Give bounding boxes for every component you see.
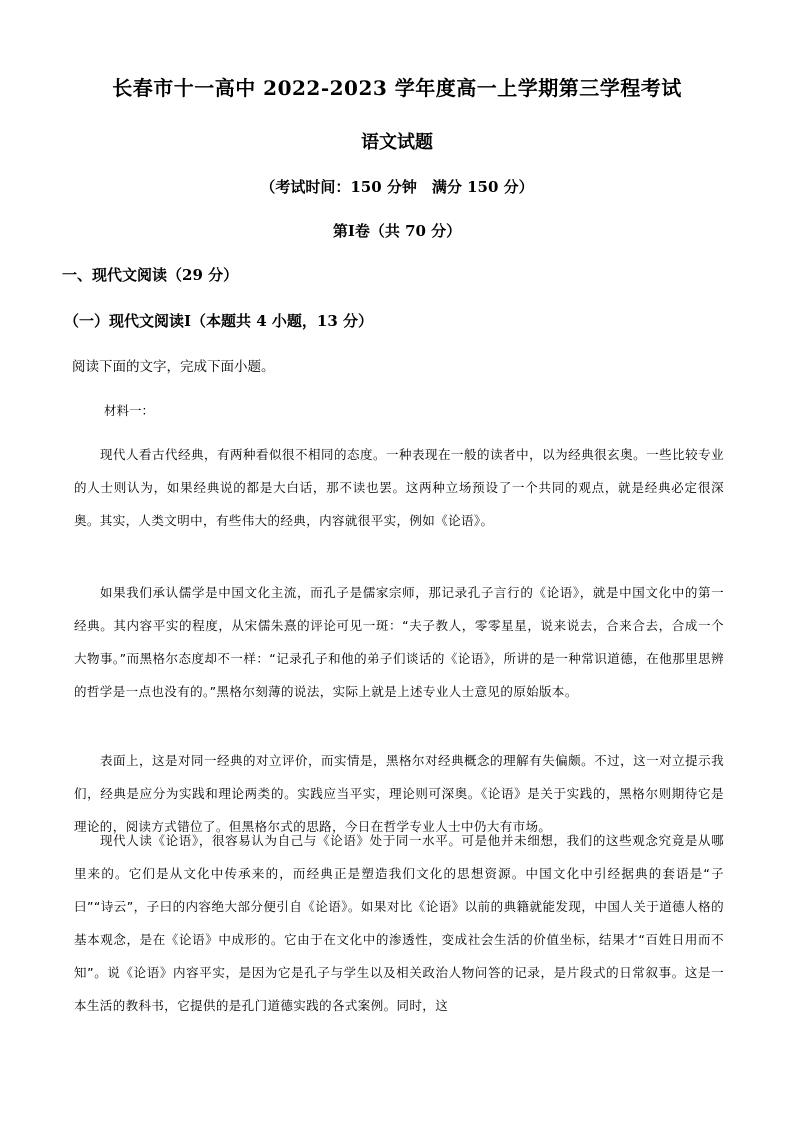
exam-title: 长春市十一高中 2022-2023 学年度高一上学期第三学程考试 [112,76,682,100]
exam-time-info: （考试时间：150 分钟 满分 150 分） [260,178,534,196]
passage-paragraph: 表面上，这是对同一经典的对立评价，而实情是，黑格尔对经典概念的理解有失偏颇。不过，这一对立提示我们，经典是应分为实践和理论两类的。实践应当平实，理论则可深奥。《论语》是关于实践的，黑格尔则期待它是理论的，阅读方式错位了。但黑格尔式的思路，今日在哲学专业人士中仍大有市场。 [74,753,724,834]
material-label: 材料一： [104,403,155,418]
reading-instruction: 阅读下面的文字，完成下面小题。 [72,359,275,375]
passage-paragraph: 如果我们承认儒学是中国文化主流，而孔子是儒家宗师，那记录孔子言行的《论语》，就是中国文化中的第一经典。其内容平实的程度，从宋儒朱熹的评论可见一斑：“夫子教人，零零星星，说来说去，合来合去，合成一个大物事。”而黑格尔态度却不一样：“记录孔子和他的弟子们谈话的《论语》，所讲的是一种常识道德，在他那里思辨的哲学是一点也没有的。”黑格尔刻薄的说法，实际上就是上述专业人士意见的原始版本。 [74,585,724,699]
passage-paragraph: 现代人读《论语》，很容易认为自己与《论语》处于同一水平。可是他并未细想，我们的这些观念究竟是从哪里来的。它们是从文化中传承来的，而经典正是塑造我们文化的思想资源。中国文化中引经据典的套语是“子曰”“诗云”，子曰的内容绝大部分便引自《论语》。如果对比《论语》以前的典籍就能发现，中国人关于道德人格的基本观念，是在《论语》中成形的。它由于在文化中的渗透性，变成社会生活的价值坐标，结果才“百姓日用而不知”。说《论语》内容平实，是因为它是孔子与学生以及相关政治人物问答的记录，是片段式的日常叙事。这是一本生活的教科书，它提供的是孔门道德实践的各式案例。同时，这 [74,833,724,1013]
exam-subject: 语文试题 [361,132,433,153]
volume-heading: 第Ⅰ卷（共 70 分） [332,222,462,240]
passage-paragraph: 现代人看古代经典，有两种看似很不相同的态度。一种表现在一般的读者中，以为经典很玄奥。一些比较专业的人士则认为，如果经典说的都是大白话，那不读也罢。这两种立场预设了一个共同的观点，就是经典必定很深奥。其实，人类文明中，有些伟大的经典，内容就很平实，例如《论语》。 [74,447,724,528]
subsection-heading: （一）现代文阅读Ⅰ（本题共 4 小题，13 分） [64,312,373,330]
section-heading: 一、现代文阅读（29 分） [62,266,239,284]
